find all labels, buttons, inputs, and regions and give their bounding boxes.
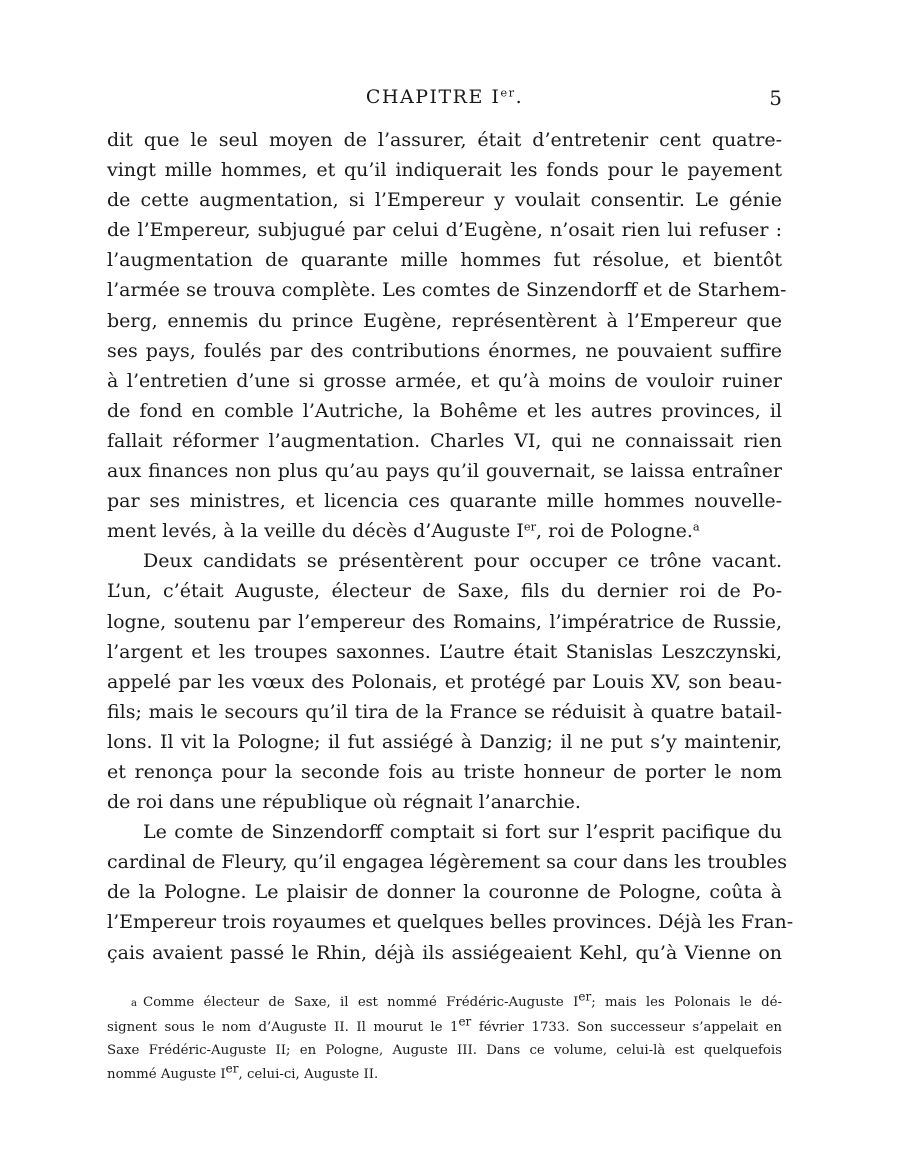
text-line: de l’Empereur, subjugué par celui d’Eugène, n’osait rien lui refuser :: [107, 219, 782, 242]
text-line: çais avaient passé le Rhin, déjà ils assiégeaient Kehl, qu’à Vienne on: [107, 941, 782, 964]
text-line: l’argent et les troupes saxonnes. L’autre était Stanislas Leszczynski,: [107, 640, 782, 663]
text-line: et renonça pour la seconde fois au triste honneur de porter le nom: [107, 760, 782, 783]
running-title: [107, 86, 782, 108]
footnote-text: , celui-ci, Auguste II.: [238, 1066, 379, 1082]
text-line: par ses ministres, et licencia ces quarante mille hommes nouvelle-: [107, 490, 782, 513]
text-line: à l’entretien d’une si grosse armée, et qu’à moins de vouloir ruiner: [107, 369, 782, 392]
text-line: berg, ennemis du prince Eugène, représentèrent à l’Empereur que: [107, 309, 782, 332]
text-line: fallait réformer l’augmentation. Charles VI, qui ne connaissait rien: [107, 429, 782, 452]
chapter-superscript: er: [500, 85, 516, 100]
text-line: Deux candidats se présentèrent pour occuper ce trône vacant.: [143, 550, 782, 573]
superscript-er: er: [225, 1061, 239, 1076]
chapter-dot: .: [515, 86, 524, 108]
text-line: lons. Il vit la Pologne; il fut assiégé à Danzig; il ne put s’y maintenir,: [107, 730, 782, 753]
footnote-text: février 1733. Son successeur s’appelait en: [471, 1019, 782, 1035]
text-line: de la Pologne. Le plaisir de donner la couronne de Pologne, coûta à: [107, 881, 782, 904]
text-line: logne, soutenu par l’empereur des Romains, l’impératrice de Russie,: [107, 610, 782, 633]
text-line: aux finances non plus qu’au pays qu’il gouvernait, se laissa entraîner: [107, 460, 782, 483]
footnote-line: [107, 991, 782, 1016]
paragraph-2: [107, 546, 782, 817]
text-line: l’Empereur trois royaumes et quelques belles provinces. Déjà les Fran-: [107, 911, 794, 934]
text-line: l’armée se trouva complète. Les comtes de Sinzendorff et de Starhem-: [107, 279, 787, 302]
superscript-er: er: [458, 1014, 472, 1029]
footnote-line: Saxe Frédéric-Auguste II; en Pologne, Auguste III. Dans ce volume, celui-là est quelquefois: [107, 1043, 782, 1059]
text-line: fils; mais le secours qu’il tira de la France se réduisit à quatre batail-: [107, 700, 782, 723]
text-line: appelé par les vœux des Polonais, et protégé par Louis XV, son beau-: [107, 670, 782, 693]
text-line: L’un, c’était Auguste, électeur de Saxe, fils du dernier roi de Po-: [107, 580, 782, 603]
text-line: ses pays, foulés par des contributions énormes, ne pouvaient suffire: [107, 339, 782, 362]
text-line: Le comte de Sinzendorff comptait si fort sur l’esprit pacifique du: [143, 821, 782, 844]
text-line: cardinal de Fleury, qu’il engagea légèrement sa cour dans les troubles: [107, 851, 787, 874]
footnote-text: ; mais les Polonais le dé-: [591, 995, 782, 1010]
footnote-mark: a: [131, 998, 137, 1009]
footnote-text: signent sous le nom d’Auguste II. Il mourut le 1: [107, 1019, 459, 1035]
paragraph-3: [107, 817, 794, 967]
line-text-start: ment levés, à la veille du décès d’Auguste I: [107, 520, 524, 543]
text-line: vingt mille hommes, et qu’il indiquerait les fonds pour le payement: [107, 159, 782, 182]
footnote-reference: a: [692, 519, 700, 534]
text-line: de roi dans une république où régnait l’anarchie.: [107, 791, 581, 814]
footnote-line: [107, 1016, 782, 1040]
footnote-text: Comme électeur de Saxe, il est nommé Frédéric-Auguste I: [142, 995, 579, 1010]
footnote: [107, 991, 782, 1086]
page-header: [107, 86, 782, 116]
page-number: 5: [769, 86, 782, 110]
text-line: de cette augmentation, si l’Empereur y voulait consentir. Le génie: [107, 189, 782, 212]
chapter-word: CHAPITRE I: [365, 86, 501, 108]
text-line: [107, 516, 782, 546]
footnote-line: [107, 1063, 782, 1087]
text-line: de fond en comble l’Autriche, la Bohême et les autres provinces, il: [107, 399, 782, 422]
paragraph-1: [107, 125, 787, 546]
text-line: l’augmentation de quarante mille hommes fut résolue, et bientôt: [107, 249, 782, 272]
line-text-end: , roi de Pologne.: [536, 520, 693, 543]
main-text: [107, 125, 794, 968]
superscript-er: er: [523, 519, 537, 534]
text-line: dit que le seul moyen de l’assurer, était d’entretenir cent quatre-: [107, 129, 782, 151]
footnote-text: nommé Auguste I: [107, 1066, 226, 1082]
superscript-er: er: [578, 989, 592, 1004]
